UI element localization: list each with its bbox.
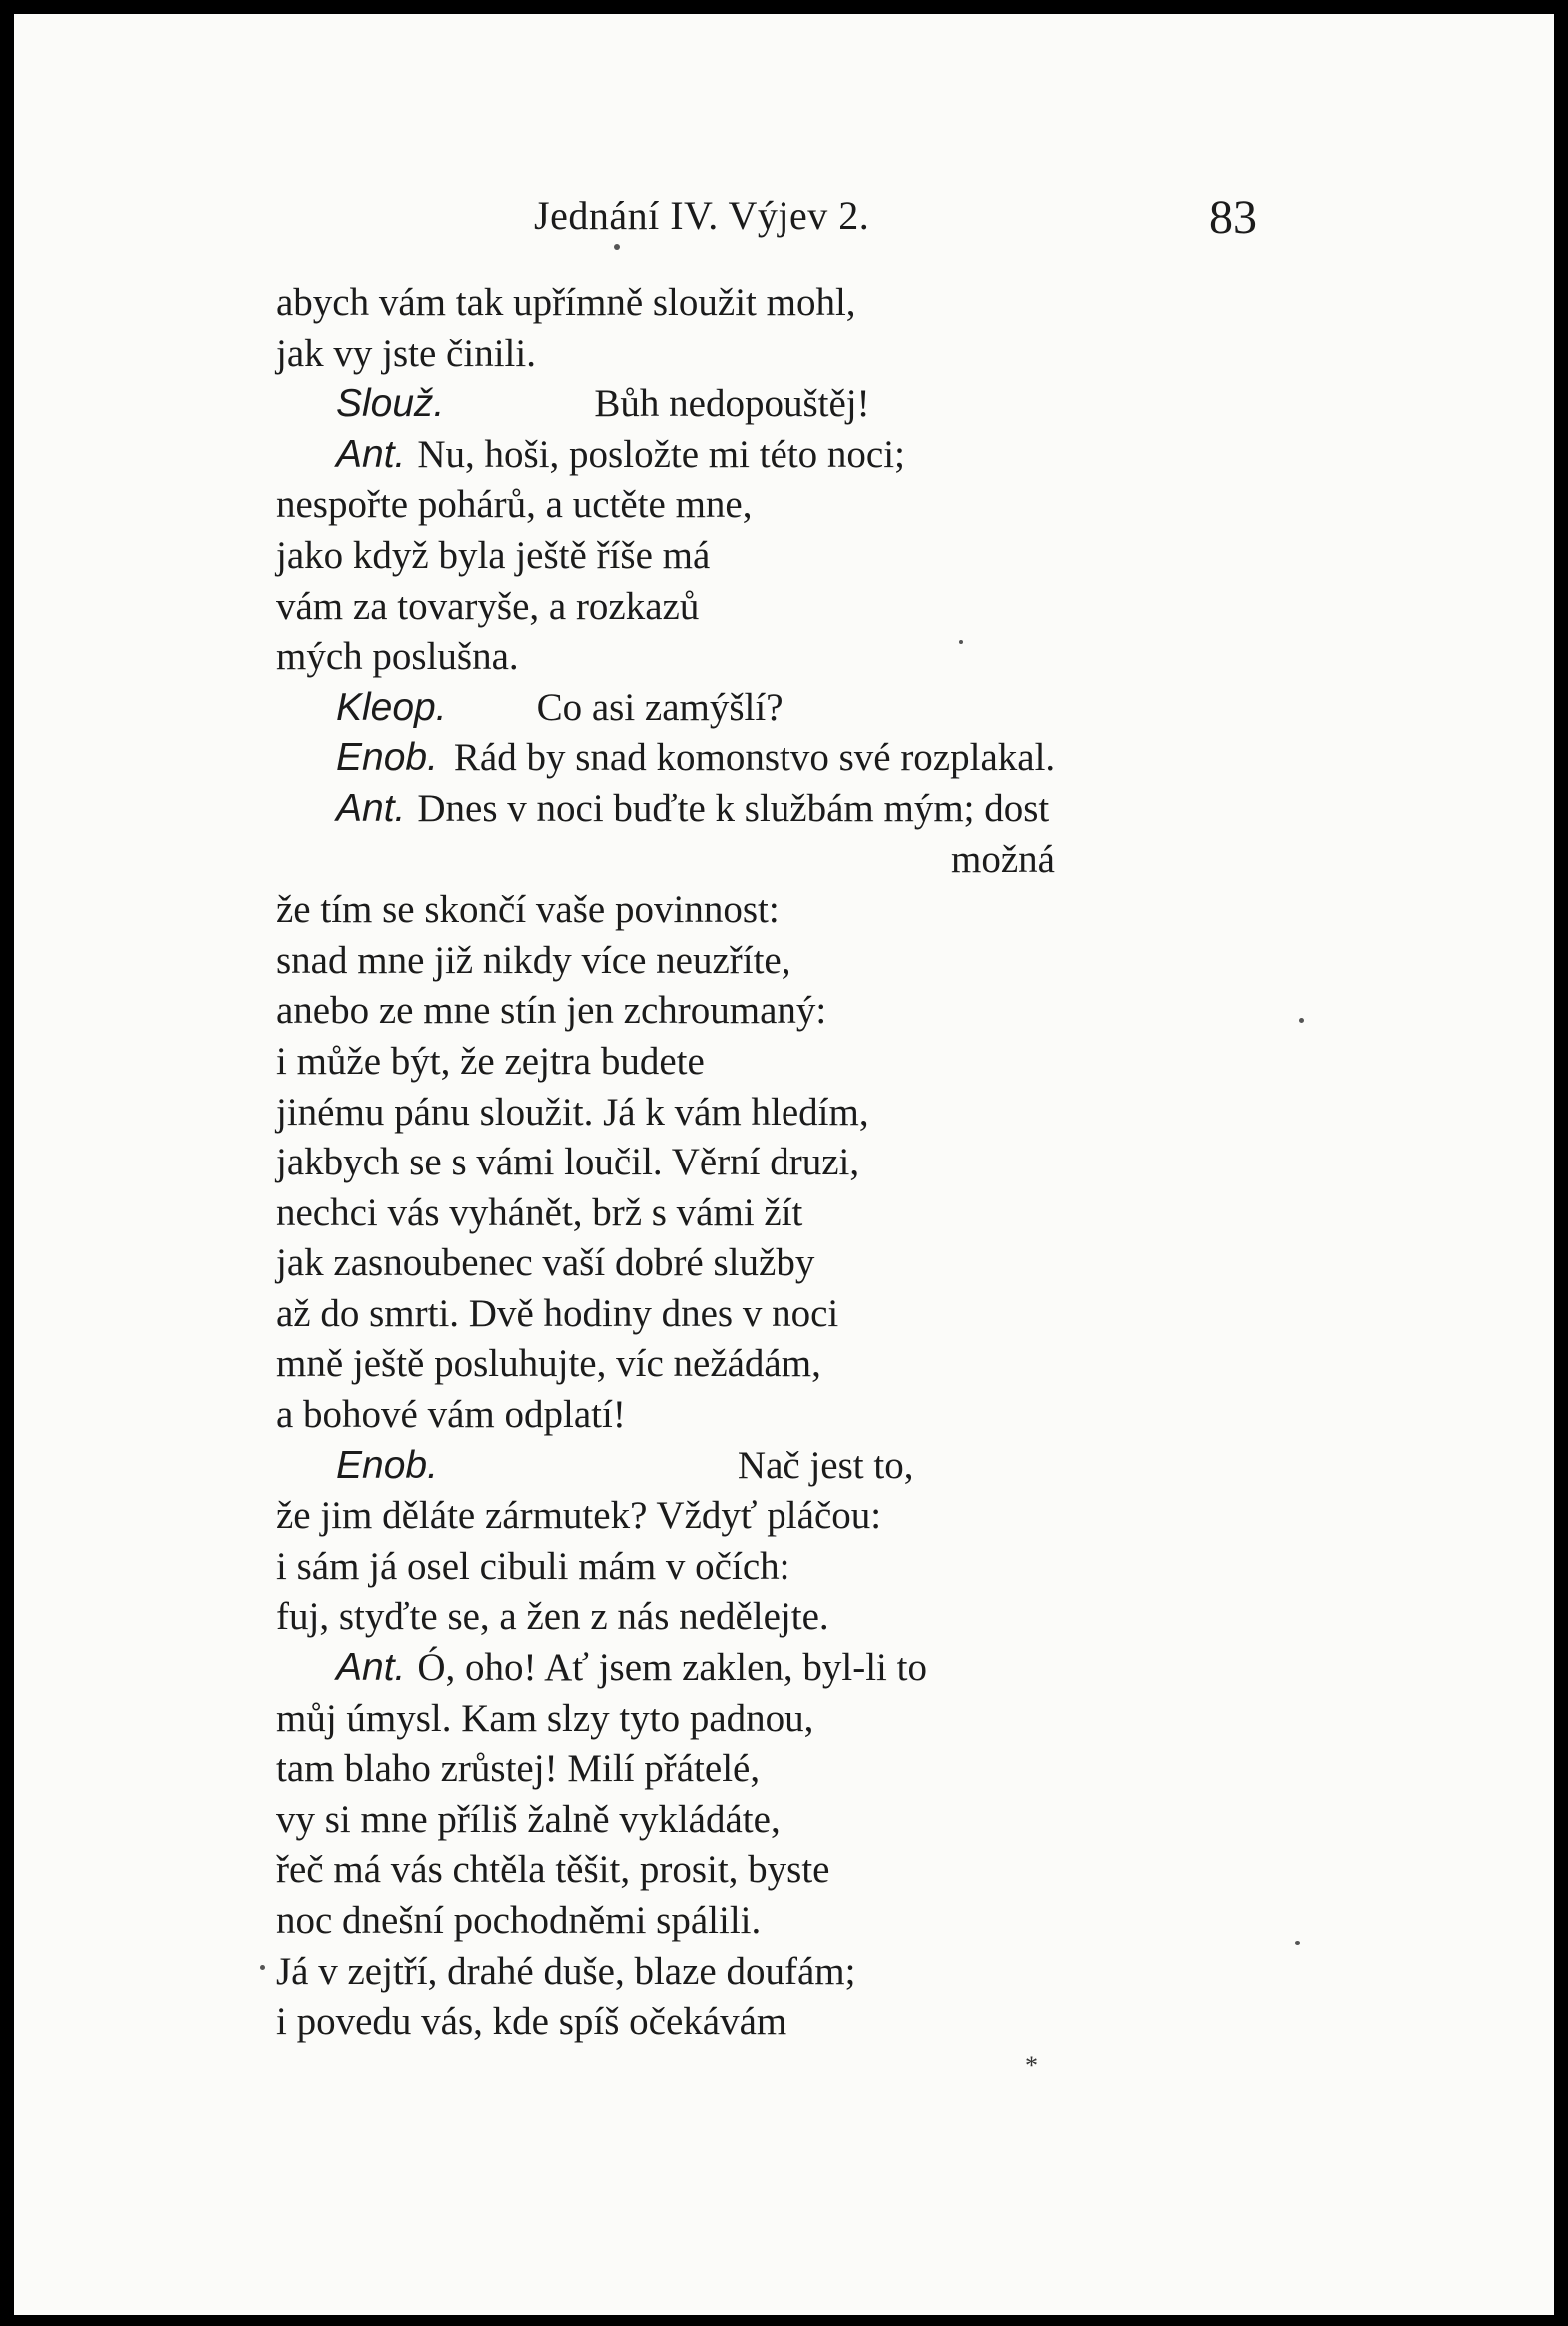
line-text: anebo ze mne stín jen zchroumaný: — [276, 989, 827, 1033]
line-text: možná — [951, 837, 1055, 881]
line-text: mně ještě posluhujte, víc nežádám, — [276, 1342, 821, 1386]
line-text: mých poslušna. — [276, 635, 519, 679]
verse-line — [276, 1643, 1325, 1694]
ink-speck — [959, 640, 963, 644]
book-page — [14, 14, 1554, 2315]
verse-line — [276, 379, 1325, 430]
verse-line — [276, 1037, 1325, 1088]
verse-line — [276, 1896, 1325, 1947]
verse-line — [276, 531, 1325, 582]
speaker-name: Slouž. — [336, 382, 445, 426]
verse-line — [276, 733, 1325, 784]
verse-line — [276, 1238, 1325, 1289]
verse-line — [276, 885, 1325, 936]
verse-line — [276, 986, 1325, 1037]
verse-line — [276, 1339, 1325, 1390]
verse-line — [276, 835, 1325, 886]
line-text: můj úmysl. Kam slzy tyto padnou, — [276, 1696, 814, 1740]
ink-speck — [614, 244, 620, 250]
line-text: nespořte pohárů, a uctěte mne, — [276, 483, 753, 527]
line-text: řeč má vás chtěla těšit, prosit, byste — [276, 1848, 830, 1892]
line-text: Nač jest to, — [737, 1443, 914, 1487]
line-text: že jim děláte zármutek? Vždyť pláčou: — [276, 1494, 882, 1538]
line-text: Rád by snad komonstvo své rozplakal. — [453, 736, 1056, 780]
verse-line — [276, 1592, 1325, 1643]
ink-speck — [1295, 1941, 1300, 1945]
ink-speck — [260, 1965, 265, 1970]
verse-line — [276, 1744, 1325, 1795]
verse-line — [276, 1542, 1325, 1593]
line-text: Dnes v noci buďte k službám mým; dost — [417, 786, 1050, 830]
verse-line — [276, 1694, 1325, 1745]
line-text: noc dnešní pochodněmi spálili. — [276, 1899, 762, 1942]
verse-line — [276, 1188, 1325, 1239]
speaker-name: Ant. — [336, 1646, 406, 1690]
verse-line — [276, 1088, 1325, 1139]
line-text: fuj, styďte se, a žen z nás nedělejte. — [276, 1595, 829, 1639]
line-text: Nu, hoši, posložte mi této noci; — [417, 432, 905, 476]
verse-line — [276, 1997, 1325, 2048]
verse-line — [276, 1795, 1325, 1846]
line-text: Co asi zamýšlí? — [536, 685, 784, 729]
verse-line — [276, 784, 1325, 835]
ink-speck — [1299, 1018, 1304, 1023]
speaker-name: Kleop. — [336, 685, 447, 729]
verse-line — [276, 582, 1325, 633]
verse-line — [276, 1138, 1325, 1188]
verse-line — [276, 1845, 1325, 1896]
line-text: Bůh nedopouštěj! — [594, 382, 870, 426]
line-text: snad mne již nikdy více neuzříte, — [276, 938, 791, 982]
line-text: tam blaho zrůstej! Milí přátelé, — [276, 1747, 761, 1791]
verse-line — [276, 1441, 1325, 1492]
verse-line — [276, 632, 1325, 683]
page-number: 83 — [1209, 191, 1257, 244]
verse-line — [276, 1947, 1325, 1998]
verse-line — [276, 1491, 1325, 1542]
speaker-name: Ant. — [336, 432, 406, 476]
speaker-name: Enob. — [336, 1443, 438, 1487]
verse-line — [276, 329, 1325, 380]
verse-line — [276, 1289, 1325, 1340]
running-head: Jednání IV. Výjev 2. — [534, 193, 870, 238]
line-text: vy si mne příliš žalně vykládáte, — [276, 1797, 781, 1841]
line-text: vám za tovaryše, a rozkazů — [276, 584, 700, 628]
line-text: abych vám tak upřímně sloužit mohl, — [276, 281, 856, 324]
line-text: Ó, oho! Ať jsem zaklen, byl-li to — [417, 1646, 927, 1690]
line-text: jak zasnoubenec vaší dobré služby — [276, 1241, 815, 1285]
line-text: jak vy jste činili. — [276, 331, 536, 375]
line-text: Já v zejtří, drahé duše, blaze doufám; — [276, 1949, 856, 1993]
line-text: až do smrti. Dvě hodiny dnes v noci — [276, 1291, 839, 1335]
line-text: i povedu vás, kde spíš očekávám — [276, 2000, 787, 2044]
page-header — [14, 184, 1554, 244]
verse-line — [276, 278, 1325, 329]
line-text: jako když byla ještě říše má — [276, 533, 711, 577]
verse-line — [276, 1390, 1325, 1441]
line-text: jinému pánu sloužit. Já k vám hledím, — [276, 1090, 869, 1134]
verse-line — [276, 480, 1325, 531]
speaker-name: Ant. — [336, 786, 406, 830]
asterisk-mark: * — [1025, 2051, 1038, 2080]
line-text: nechci vás vyhánět, brž s vámi žít — [276, 1190, 803, 1234]
line-text: jakbych se s vámi loučil. Věrní druzi, — [276, 1141, 860, 1184]
line-text: i sám já osel cibuli mám v očích: — [276, 1544, 790, 1588]
verse-line — [276, 936, 1325, 987]
verse-text — [276, 278, 1325, 2048]
speaker-name: Enob. — [336, 736, 438, 780]
line-text: že tím se skončí vaše povinnost: — [276, 888, 780, 932]
verse-line — [276, 430, 1325, 481]
line-text: i může být, že zejtra budete — [276, 1039, 705, 1083]
line-text: a bohové vám odplatí! — [276, 1393, 626, 1437]
verse-line — [276, 683, 1325, 734]
